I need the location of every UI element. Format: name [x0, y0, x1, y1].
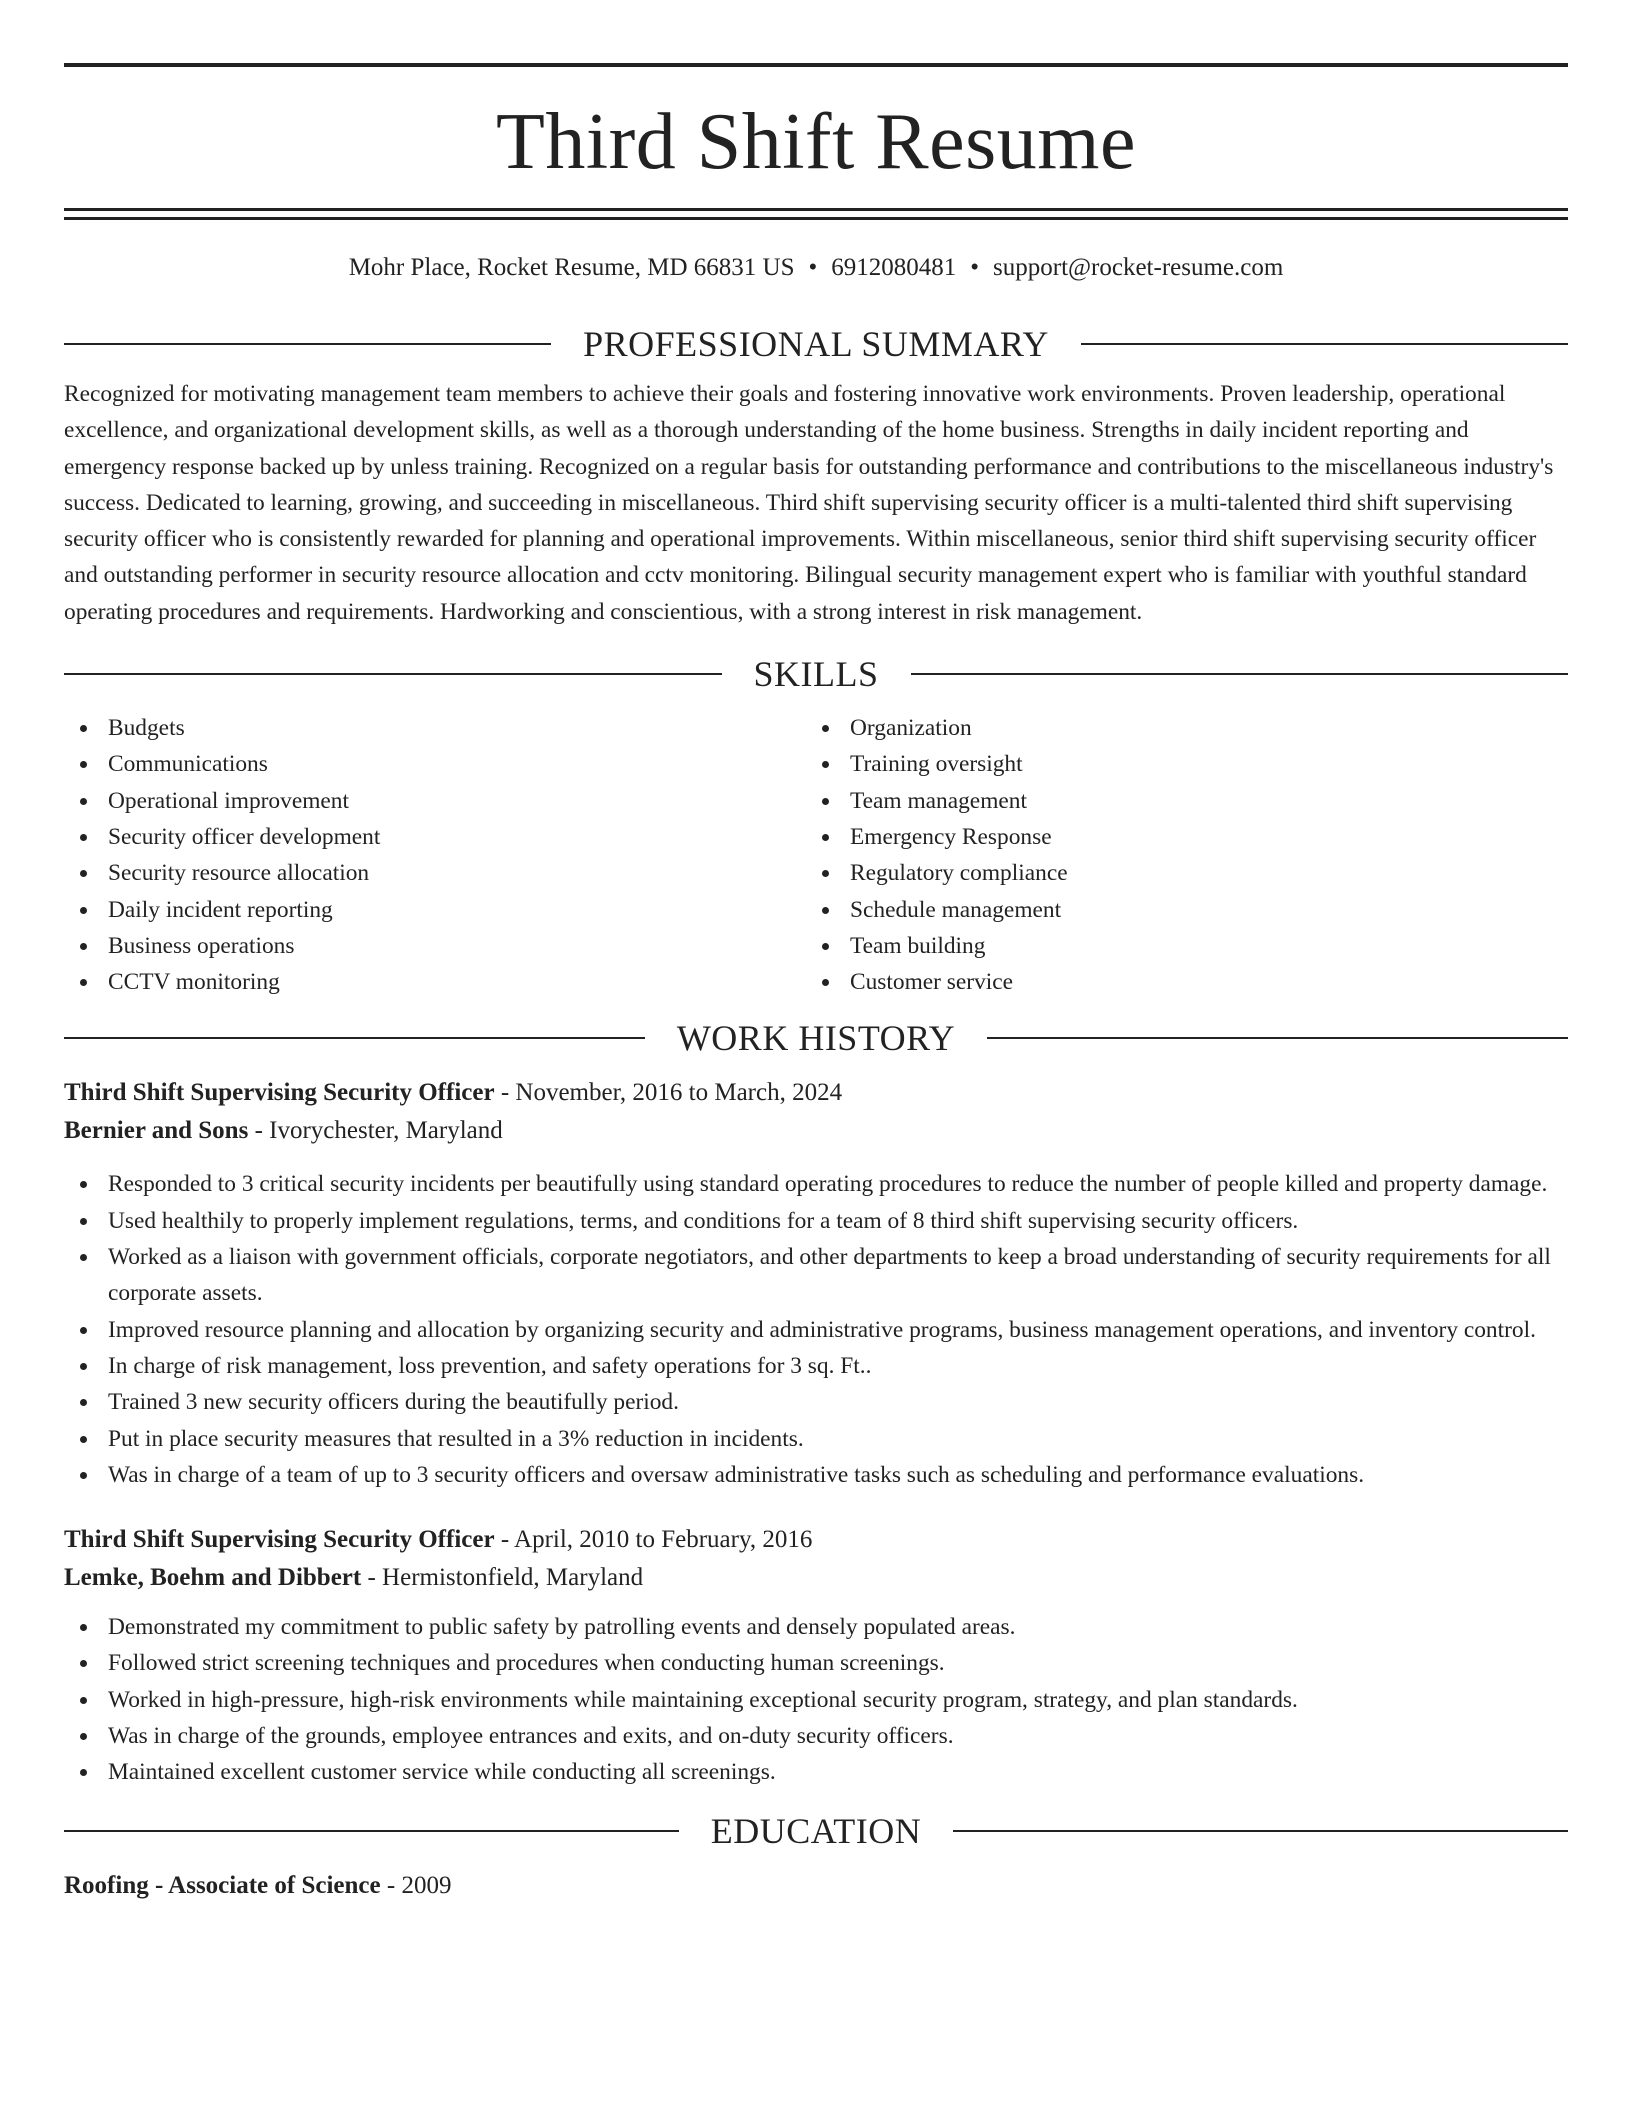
job-bullet: Improved resource planning and allocation by organizing security and administrative programs, business management operations, and inventory control.	[64, 1312, 1568, 1348]
skill-item: Schedule management	[806, 892, 1548, 928]
job-bullet: Responded to 3 critical security incidents per beautifully using standard operating procedures to reduce the number of people killed and property damage.	[64, 1166, 1568, 1202]
skill-item: Security officer development	[64, 819, 806, 855]
summary-section-title: PROFESSIONAL SUMMARY	[583, 324, 1049, 364]
job-bullet: Put in place security measures that resulted in a 3% reduction in incidents.	[64, 1421, 1568, 1457]
job-company: Bernier and Sons	[64, 1117, 249, 1145]
job-bullet: Demonstrated my commitment to public safety by patrolling events and densely populated areas.	[64, 1609, 1568, 1645]
job-title: Third Shift Supervising Security Officer	[64, 1079, 495, 1107]
work-section-title: WORK HISTORY	[676, 1018, 956, 1059]
job-bullet: Was in charge of the grounds, employee entrances and exits, and on-duty security officers.	[64, 1718, 1568, 1754]
skill-item: CCTV monitoring	[64, 964, 806, 1000]
skill-item: Operational improvement	[64, 783, 806, 819]
skills-section-title: SKILLS	[753, 654, 879, 695]
skill-item: Communications	[64, 746, 806, 782]
job-bullet: Worked as a liaison with government officials, corporate negotiators, and other departments to keep a broad understanding of security requirements for all corporate assets.	[64, 1239, 1568, 1312]
work-section-header	[64, 1014, 1568, 1062]
resume-title: Third Shift Resume	[495, 98, 1137, 186]
section-rule	[64, 1830, 679, 1832]
skill-item: Budgets	[64, 710, 806, 746]
skills-list	[64, 710, 1568, 1000]
job-bullet: In charge of risk management, loss prevention, and safety operations for 3 sq. Ft..	[64, 1348, 1568, 1384]
skill-item: Security resource allocation	[64, 855, 806, 891]
top-rule	[64, 63, 1568, 67]
job-bullet: Followed strict screening techniques and procedures when conducting human screenings.	[64, 1645, 1568, 1681]
contact-separator: •	[970, 254, 980, 281]
contact-separator: •	[808, 254, 818, 281]
education-degree: Roofing - Associate of Science	[64, 1871, 381, 1899]
job-dates: - April, 2010 to February, 2016	[494, 1526, 813, 1554]
skill-item: Team building	[806, 928, 1548, 964]
education-section-title: EDUCATION	[710, 1810, 922, 1851]
summary-text: Recognized for motivating management team members to achieve their goals and fostering innovative work environments. Proven leadership, operational excellence, and organizational development skills, as well as a thorough understanding of the home business. Strengths in daily incident reporting and emergency response backed up by unless training. Recognized on a regular basis for outstanding performance and contributions to the miscellaneous industry's success. Dedicated to learning, growing, and succeeding in miscellaneous. Third shift supervising security officer is a multi-talented third shift supervising security officer who is consistently rewarded for planning and operational improvements. Within miscellaneous, senior third shift supervising security officer and outstanding performer in security resource allocation and cctv monitoring. Bilingual security management expert who is familiar with youthful standard operating procedures and requirements. Hardworking and conscientious, with a strong interest in risk management.	[64, 381, 1554, 625]
skill-item: Daily incident reporting	[64, 892, 806, 928]
contact-line	[64, 248, 1568, 288]
job-bullet: Worked in high-pressure, high-risk environments while maintaining exceptional security program, strategy, and plan standards.	[64, 1682, 1568, 1718]
job-bullet: Maintained excellent customer service while conducting all screenings.	[64, 1754, 1568, 1790]
job-bullets	[64, 1166, 1568, 1493]
summary-section-header	[64, 320, 1568, 368]
skill-item: Customer service	[806, 964, 1548, 1000]
contact-phone[interactable]: 6912080481	[831, 254, 957, 281]
skills-column-right	[806, 710, 1548, 1000]
section-rule	[64, 1037, 645, 1039]
job-location: - Hermistonfield, Maryland	[361, 1564, 644, 1592]
skill-item: Emergency Response	[806, 819, 1548, 855]
section-rule	[64, 673, 722, 675]
job-location: - Ivorychester, Maryland	[248, 1117, 503, 1145]
job-bullet: Trained 3 new security officers during the beautifully period.	[64, 1384, 1568, 1420]
education-section-header	[64, 1807, 1568, 1855]
job-entry	[64, 1521, 1568, 1790]
skills-section-header	[64, 650, 1568, 698]
job-company: Lemke, Boehm and Dibbert	[64, 1564, 362, 1592]
skill-item: Team management	[806, 783, 1548, 819]
job-dates: - November, 2016 to March, 2024	[494, 1079, 843, 1107]
job-company-line	[64, 1559, 1568, 1597]
resume-page	[64, 0, 1568, 1905]
education-entry	[64, 1867, 1568, 1905]
job-bullet: Was in charge of a team of up to 3 security officers and oversaw administrative tasks such as scheduling and performance evaluations.	[64, 1457, 1568, 1493]
job-title: Third Shift Supervising Security Officer	[64, 1526, 495, 1554]
job-bullets	[64, 1609, 1568, 1790]
section-rule	[911, 673, 1569, 675]
skill-item: Business operations	[64, 928, 806, 964]
job-company-line	[64, 1112, 1568, 1150]
contact-address: Mohr Place, Rocket Resume, MD 66831 US	[348, 254, 795, 281]
education-year: - 2009	[380, 1871, 452, 1899]
job-bullet: Used healthily to properly implement regulations, terms, and conditions for a team of 8 third shift supervising security officers.	[64, 1203, 1568, 1239]
job-entry	[64, 1074, 1568, 1493]
section-rule	[953, 1830, 1568, 1832]
double-rule	[64, 208, 1568, 220]
job-title-line	[64, 1074, 1568, 1112]
skill-item: Organization	[806, 710, 1548, 746]
skills-column-left	[64, 710, 806, 1000]
skill-item: Training oversight	[806, 746, 1548, 782]
job-title-line	[64, 1521, 1568, 1559]
section-rule	[64, 343, 551, 345]
skill-item: Regulatory compliance	[806, 855, 1548, 891]
contact-email[interactable]: support@rocket-resume.com	[993, 254, 1284, 281]
section-rule	[987, 1037, 1568, 1039]
section-rule	[1081, 343, 1568, 345]
